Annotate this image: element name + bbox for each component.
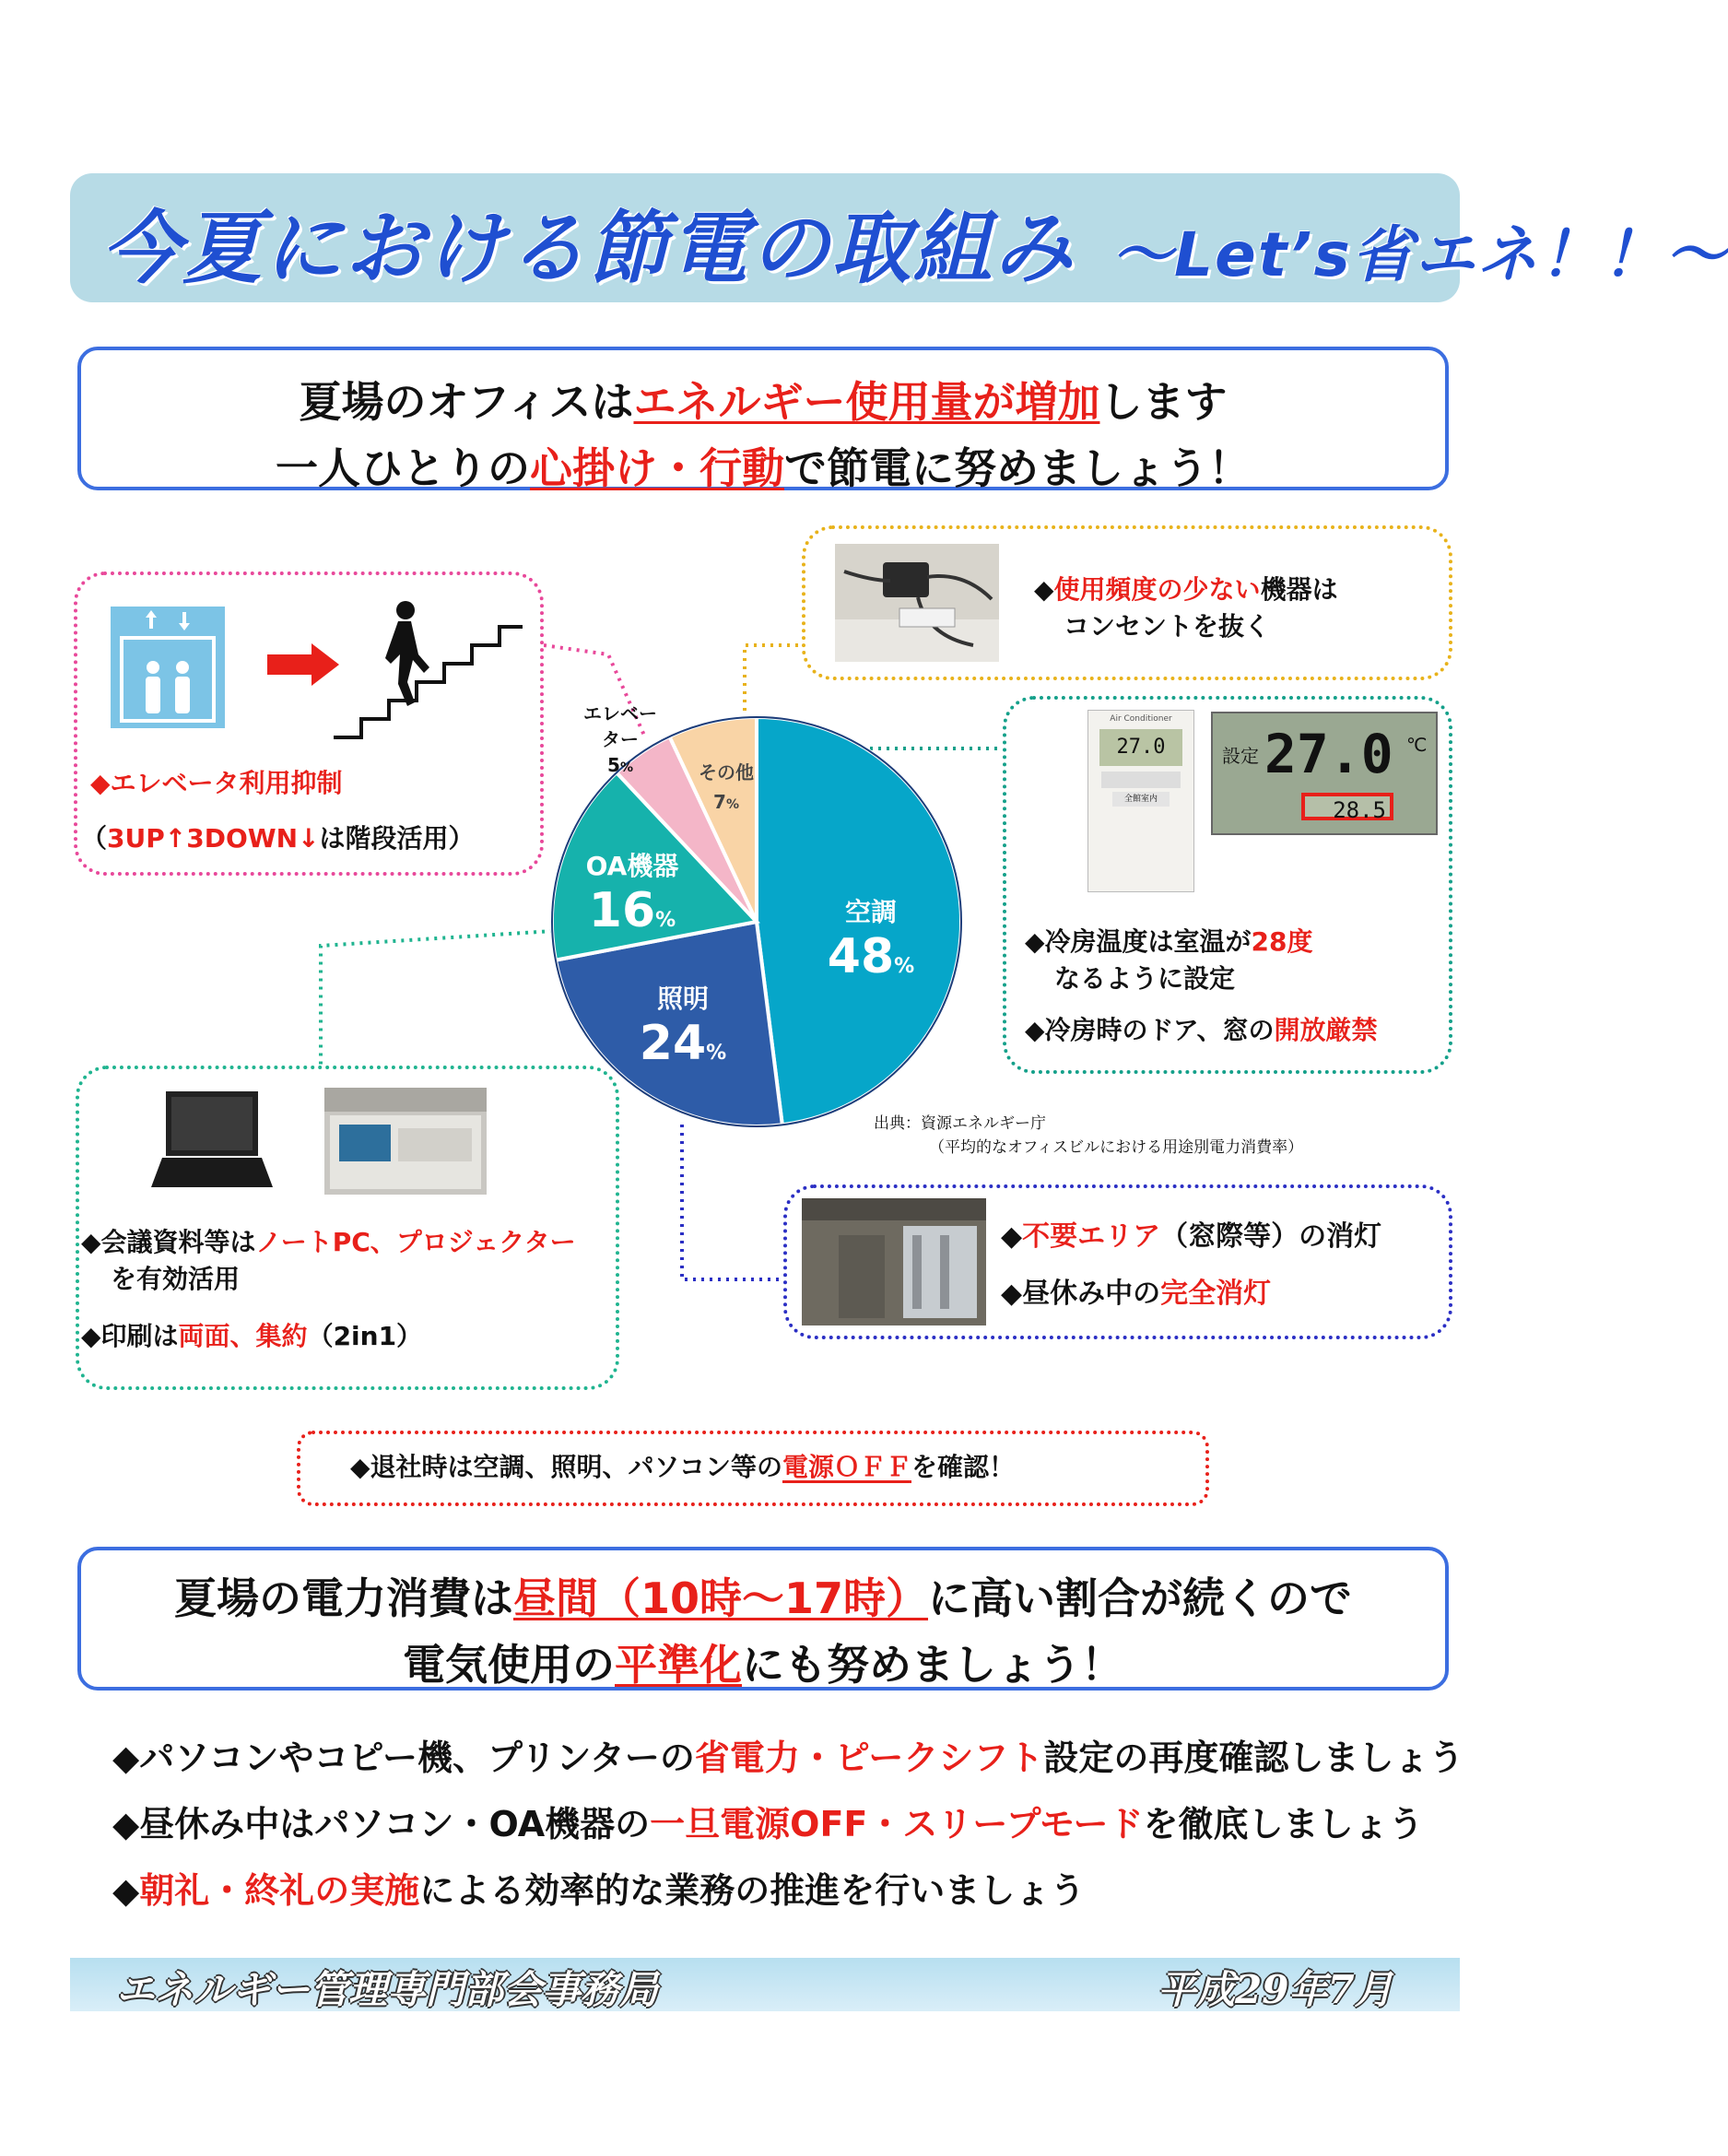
tip-part: による効率的な業務の推進を行いましょう — [419, 1870, 1086, 1911]
aircon-part: ◆冷房温度は室温が — [1025, 926, 1252, 957]
pie-unit: % — [706, 1042, 727, 1065]
oa-part: ◆会議資料等は — [81, 1227, 256, 1257]
aircon-part: ◆冷房時のドア、窓の — [1025, 1015, 1275, 1045]
lighting-highlight: 不要エリア — [1022, 1220, 1161, 1253]
pie-cat-oa: OA機器 — [585, 851, 679, 881]
chart-source-line2: （平均的なオフィスビルにおける用途別電力消費率） — [929, 1138, 1304, 1157]
tip-item — [112, 1862, 1085, 1913]
lighting-part: ◆昼休み中の — [1001, 1278, 1161, 1310]
elevator-note-part: は階段活用） — [319, 823, 475, 854]
remote-title: Air Conditioner — [1110, 714, 1172, 724]
aircon-line2: なるように設定 — [1054, 963, 1236, 994]
msg1-highlight: エネルギー使用量が増加 — [633, 377, 1100, 427]
msg2-text: にも努めましょう！ — [742, 1640, 1123, 1690]
leave-part: を確認！ — [911, 1452, 1016, 1482]
tip-part: ◆昼休み中はパソコン・OA機器の — [112, 1804, 651, 1844]
pie-label-oa — [577, 846, 688, 948]
pie-cat-ac: 空調 — [844, 897, 897, 927]
thermo-set-value: 27.0 — [1264, 723, 1393, 785]
elevator-note-down: 3DOWN↓ — [186, 823, 320, 854]
leave-highlight: 電源ＯＦＦ — [782, 1452, 911, 1482]
tip-part: ◆パソコンやコピー機、プリンターの — [112, 1738, 695, 1778]
msg2-text: 夏場の電力消費は — [173, 1573, 513, 1623]
pie-val-other: 7 — [713, 791, 726, 813]
office-room-photo — [802, 1198, 986, 1325]
oa-line1 — [81, 1222, 576, 1263]
oa-part: （2in1） — [307, 1321, 423, 1351]
power-plug-photo — [835, 544, 999, 662]
tip-item — [112, 1796, 1423, 1846]
pie-label-other — [689, 758, 763, 819]
elevator-icon — [111, 607, 225, 728]
msg1-text: 一人ひとりの — [276, 443, 530, 493]
unplug-line2: コンセントを抜く — [1064, 611, 1271, 642]
oa-highlight: 両面、集約 — [178, 1321, 308, 1351]
elevator-note-part: （ — [81, 823, 108, 854]
lighting-line1 — [1001, 1217, 1381, 1257]
aircon-highlight: 開放厳禁 — [1274, 1015, 1378, 1045]
msg2-text: に高い割合が続くので — [928, 1573, 1353, 1623]
unplug-part: ◆ — [1034, 574, 1054, 605]
pie-val-elevator: 5 — [607, 754, 620, 776]
tip-item — [112, 1729, 1464, 1780]
oa-line2: を有効活用 — [111, 1264, 241, 1294]
pie-unit: % — [619, 760, 633, 775]
pie-unit: % — [655, 909, 676, 932]
msg1-text: で節電に努めましょう！ — [784, 443, 1251, 493]
unplug-line1 — [1034, 570, 1338, 610]
pie-val-light: 24 — [639, 1016, 707, 1071]
remote-button: 全館室内 — [1112, 792, 1170, 807]
pie-cat-light: 照明 — [656, 984, 709, 1014]
pie-unit: % — [894, 955, 915, 978]
footer-date: 平成29年7月 — [1158, 1967, 1393, 2012]
laptop-photo — [147, 1088, 276, 1191]
unplug-part: 機器は — [1260, 574, 1338, 605]
elevator-note — [81, 819, 475, 859]
leave-part: ◆退社時は空調、照明、パソコン等の — [350, 1452, 782, 1482]
footer-org: エネルギー管理専門部会事務局 — [116, 1967, 659, 2012]
title-sub: ～Let’s省エネ！！～ — [1111, 219, 1728, 290]
thermo-set-label: 設定 — [1222, 745, 1259, 767]
tip-part: を徹底しましょう — [1143, 1804, 1424, 1844]
pie-label-ac — [811, 892, 931, 995]
chart-source-line1: 出典：資源エネルギー庁 — [874, 1114, 1046, 1133]
lighting-highlight: 完全消灯 — [1160, 1278, 1272, 1310]
lighting-part: （窓際等）の消灯 — [1160, 1220, 1382, 1253]
thermo-room-value: 28.5 — [1301, 793, 1393, 820]
elevator-label: ◆エレベータ利用抑制 — [90, 768, 343, 798]
arrow-right-icon — [267, 643, 339, 686]
oa-highlight: ノートPC、プロジェクター — [255, 1227, 576, 1257]
lighting-line2 — [1001, 1274, 1271, 1314]
stairs-icon — [334, 599, 527, 747]
tip-part: 設定の再度確認しましょう — [1043, 1738, 1464, 1778]
msg2-highlight: 平準化 — [615, 1640, 742, 1690]
aircon-line1 — [1025, 922, 1313, 962]
pie-label-light — [623, 979, 743, 1081]
msg1-highlight: 心掛け・行動 — [530, 443, 784, 493]
title-main: 今夏における節電の取組み — [101, 203, 1075, 295]
msg1-text: します — [1099, 377, 1228, 427]
copier-photo — [324, 1088, 487, 1195]
tip-highlight: 一旦電源OFF・スリープモード — [650, 1804, 1144, 1844]
pie-cat-other: その他 — [699, 761, 754, 783]
remote-photo — [1087, 710, 1194, 892]
aircon-line3 — [1025, 1010, 1377, 1051]
pie-cat-elevator: エレベーター — [583, 702, 657, 750]
tip-highlight: 省電力・ピークシフト — [694, 1738, 1044, 1778]
tip-part: ◆ — [112, 1870, 140, 1911]
aircon-highlight: 28度 — [1251, 926, 1313, 957]
chart-source — [874, 1112, 1303, 1160]
thermo-unit: ℃ — [1406, 734, 1428, 756]
oa-line3 — [81, 1316, 422, 1357]
remote-display: 27.0 — [1099, 729, 1182, 766]
pie-label-elevator — [579, 701, 662, 781]
msg1-text: 夏場のオフィスは — [299, 377, 634, 427]
msg2-highlight: 昼間（10時～17時） — [512, 1573, 929, 1623]
oa-part: ◆印刷は — [81, 1321, 179, 1351]
elevator-note-up: 3UP↑ — [107, 823, 187, 854]
pie-unit: % — [725, 797, 739, 812]
thermostat-photo — [1211, 712, 1438, 835]
lighting-part: ◆ — [1001, 1220, 1023, 1253]
pie-val-oa: 16 — [588, 883, 656, 938]
peak-message — [77, 1547, 1449, 1691]
tip-highlight: 朝礼・終礼の実施 — [139, 1870, 420, 1911]
unplug-highlight: 使用頻度の少ない — [1053, 574, 1261, 605]
msg2-text: 電気使用の — [403, 1640, 615, 1690]
leave-office-text — [350, 1447, 1015, 1488]
pie-val-ac: 48 — [827, 929, 895, 984]
